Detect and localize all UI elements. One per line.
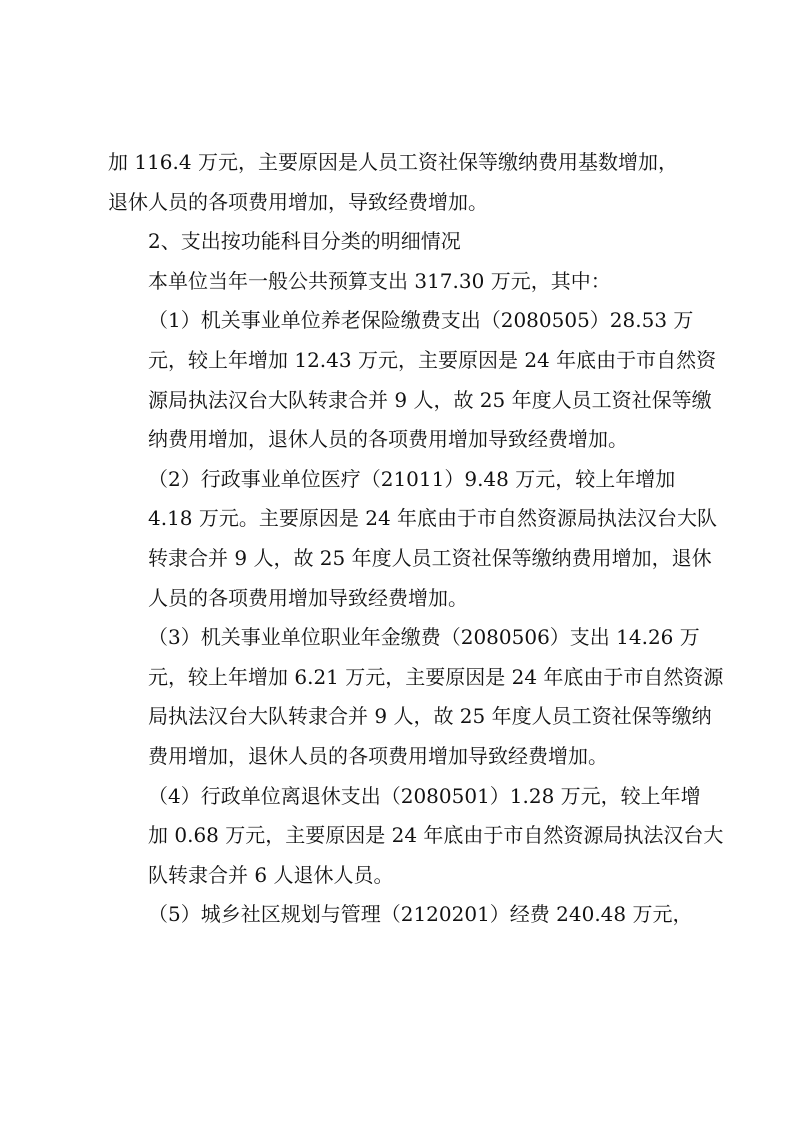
text-line: 转隶合并 9 人，故 25 年度人员工资社保等缴纳费用增加，退休 bbox=[148, 545, 712, 570]
text-line: 元，较上年增加 6.21 万元，主要原因是 24 年底由于市自然资源 bbox=[148, 664, 724, 689]
text-line: （2）行政事业单位医疗（21011）9.48 万元，较上年增加 bbox=[148, 466, 676, 491]
text-line: 加 0.68 万元，主要原因是 24 年底由于市自然资源局执法汉台大 bbox=[148, 823, 724, 848]
text-line: （1）机关事业单位养老保险缴费支出（2080505）28.53 万 bbox=[148, 308, 694, 333]
paragraph-item-5 bbox=[108, 895, 698, 935]
text-line: （3）机关事业单位职业年金缴费（2080506）支出 14.26 万 bbox=[148, 625, 700, 650]
paragraph-continuation bbox=[108, 143, 698, 222]
text-line: 加 116.4 万元，主要原因是人员工资社保等缴纳费用基数增加， bbox=[108, 150, 678, 174]
paragraph-item-4 bbox=[108, 777, 724, 896]
paragraph-item-3 bbox=[108, 618, 724, 776]
text-line: 源局执法汉台大队转隶合并 9 人，故 25 年度人员工资社保等缴 bbox=[148, 387, 712, 412]
text-line: 本单位当年一般公共预算支出 317.30 万元，其中： bbox=[148, 268, 611, 293]
text-line: 局执法汉台大队转隶合并 9 人，故 25 年度人员工资社保等缴纳 bbox=[148, 704, 712, 729]
section-heading bbox=[108, 222, 698, 262]
text-line: （5）城乡社区规划与管理（2120201）经费 240.48 万元， bbox=[148, 902, 693, 927]
text-line: 队转隶合并 6 人退休人员。 bbox=[148, 862, 394, 887]
text-line: 2、支出按功能科目分类的明细情况 bbox=[148, 229, 461, 254]
paragraph-item-2 bbox=[108, 460, 718, 618]
text-line: 费用增加，退休人员的各项费用增加导致经费增加。 bbox=[148, 743, 608, 768]
text-line: 退休人员的各项费用增加，导致经费增加。 bbox=[108, 189, 488, 214]
paragraph-summary bbox=[108, 262, 698, 302]
text-line: （4）行政单位离退休支出（2080501）1.28 万元，较上年增 bbox=[148, 783, 701, 808]
document-body bbox=[108, 143, 724, 935]
text-line: 人员的各项费用增加导致经费增加。 bbox=[148, 585, 468, 610]
text-line: 纳费用增加，退休人员的各项费用增加导致经费增加。 bbox=[148, 427, 628, 452]
text-line: 4.18 万元。主要原因是 24 年底由于市自然资源局执法汉台大队 bbox=[148, 506, 718, 531]
text-line: 元，较上年增加 12.43 万元，主要原因是 24 年底由于市自然资 bbox=[148, 347, 717, 372]
paragraph-item-1 bbox=[108, 301, 717, 459]
